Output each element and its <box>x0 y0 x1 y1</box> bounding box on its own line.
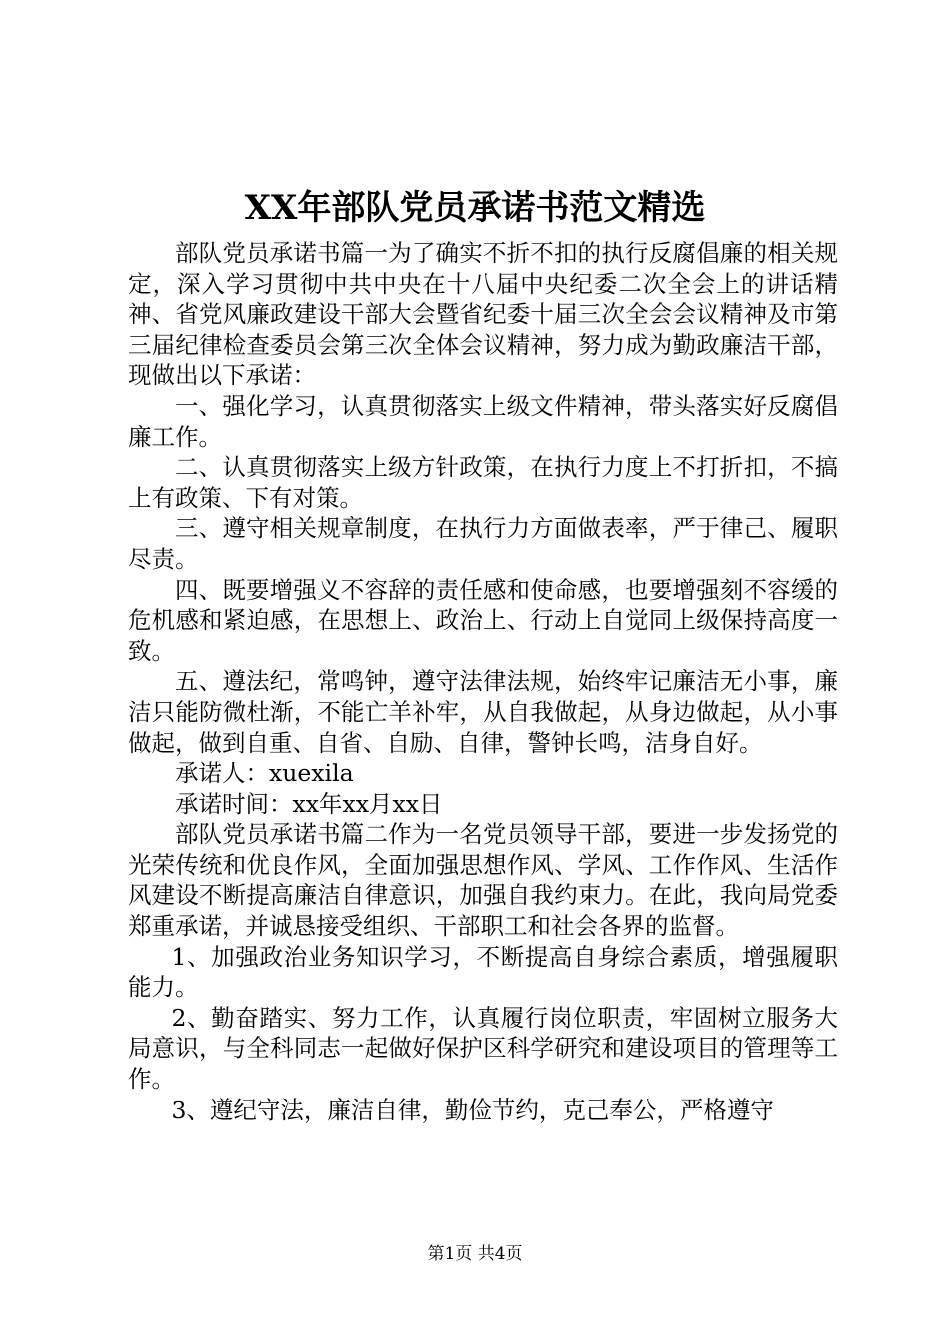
paragraph-numbered-2: 2、勤奋踏实、努力工作，认真履行岗位职责，牢固树立服务大局意识，与全科同志一起做好保护区科学研究和建设项目的管理等工作。 <box>128 1003 838 1094</box>
paragraph-item-5: 五、遵法纪，常鸣钟，遵守法律法规，始终牢记廉洁无小事，廉洁只能防微杜渐，不能亡羊补牢，从自我做起，从身边做起，从小事做起，做到自重、自省、自励、自律，警钟长鸣，洁身自好。 <box>128 667 838 757</box>
paragraph-item-2: 二、认真贯彻落实上级方针政策，在执行力度上不打折扣，不搞上有政策、下有对策。 <box>128 453 838 512</box>
document-title: XX年部队党员承诺书范文精选 <box>244 188 706 228</box>
paragraph-item-3: 三、遵守相关规章制度，在执行力方面做表率，严于律己、履职尽责。 <box>128 514 838 573</box>
promisor-line: 承诺人：xuexila <box>175 759 354 788</box>
document-body <box>128 238 838 1125</box>
paragraph-item-4: 四、既要增强义不容辞的责任感和使命感，也要增强刻不容缓的危机感和紧迫感，在思想上、政治上、行动上自觉同上级保持高度一致。 <box>128 575 838 665</box>
promise-date-line: 承诺时间：xx年xx月xx日 <box>175 789 443 818</box>
page-footer: 第1页 共4页 <box>427 1244 523 1264</box>
paragraph-intro-2: 部队党员承诺书篇二作为一名党员领导干部，要进一步发扬党的光荣传统和优良作风，全面加强思想作风、学风、工作作风、生活作风建设不断提高廉洁自律意识，加强自我约束力。在此，我向局党委郑重承诺，并诚恳接受组织、干部职工和社会各界的监督。 <box>128 820 838 941</box>
paragraph-numbered-1: 1、加强政治业务知识学习，不断提高自身综合素质，增强履职能力。 <box>128 942 838 1002</box>
paragraph-numbered-3: 3、遵纪守法，廉洁自律，勤俭节约，克己奉公，严格遵守 <box>171 1095 774 1124</box>
paragraph-item-1: 一、强化学习，认真贯彻落实上级文件精神，带头落实好反腐倡廉工作。 <box>128 391 838 451</box>
paragraph-intro-1: 部队党员承诺书篇一为了确实不折不扣的执行反腐倡廉的相关规定，深入学习贯彻中共中央在十八届中央纪委二次全会上的讲话精神、省党风廉政建设干部大会暨省纪委十届三次全会会议精神及市第三届纪律检查委员会第三次全体会议精神，努力成为勤政廉洁干部，现做出以下承诺： <box>128 239 838 390</box>
